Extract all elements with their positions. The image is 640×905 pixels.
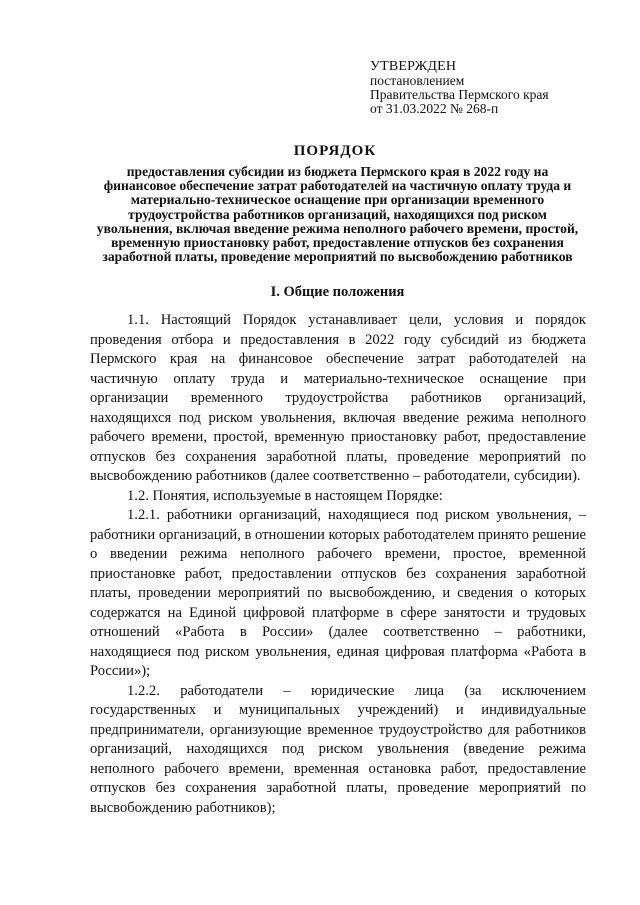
approval-date: от 31.03.2022 № 268-п [370,101,499,116]
document-title: ПОРЯДОК [293,143,377,159]
paragraph-1-2-2: 1.2.2. работодатели – юридические лица (за исключением государственных и муниципальных учреждений) и индивидуальные предприниматели, организующие временное трудоустройство для работников организаций, находящихся под риском увольнения (введение режима неполного рабочего времени, временная остановка работ, предоставление отпусков без сохранения заработной платы, проведение мероприятий по высвобождению работников); [90,682,586,816]
approval-line: Правительства Пермского края [370,87,549,102]
paragraph-1-1: 1.1. Настоящий Порядок устанавливает цели, условия и порядок проведения отбора и предоставления в 2022 году субсидий из бюджета Пермского края на финансовое обеспечение затрат работодателей на частичную оплату труда и материально-техническое оснащение при организации временного трудоустройства работников организаций, находящихся под риском увольнения, включая введение режима неполного рабочего времени, простой, временную приостановку работ, предоставление отпусков без сохранения заработной платы, проведение мероприятий по высвобождению работников (далее соответственно – работодатели, субсидии). [90,312,586,484]
document-subtitle: предоставления субсидии из бюджета Пермского края в 2022 году на финансовое обеспечение затрат работодателей на частичную оплату труда и материально-техническое оснащение при организации временного трудоустройства работников организаций, находящихся под риском увольнения, включая введение режима неполного рабочего времени, простой, временную приостановку работ, предоставление отпусков без сохранения заработной платы, проведение мероприятий по высвобождению работников [96,164,579,265]
paragraph-1-2: 1.2. Понятия, используемые в настоящем Порядке: [127,487,443,504]
approval-heading: УТВЕРЖДЕН [370,59,457,74]
approval-stamp [370,60,549,116]
paragraph-1-2-1: 1.2.1. работники организаций, находящиеся под риском увольнения, – работники организаций, в отношении которых работодателем принято решение о введении режима неполного рабочего времени, простое, временной приостановке работ, предоставлении отпусков без сохранения заработной платы, проведении мероприятий по высвобождению, и сведения о которых содержатся на Единой цифровой платформе в сфере занятости и трудовых отношений «Работа в России» (далее соответственно – работники, находящиеся под риском увольнения, единая цифровая платформа «Работа в России»); [90,507,586,679]
section-heading: I. Общие положения [270,284,405,300]
document-body [90,311,586,818]
approval-line: постановлением [370,73,465,88]
